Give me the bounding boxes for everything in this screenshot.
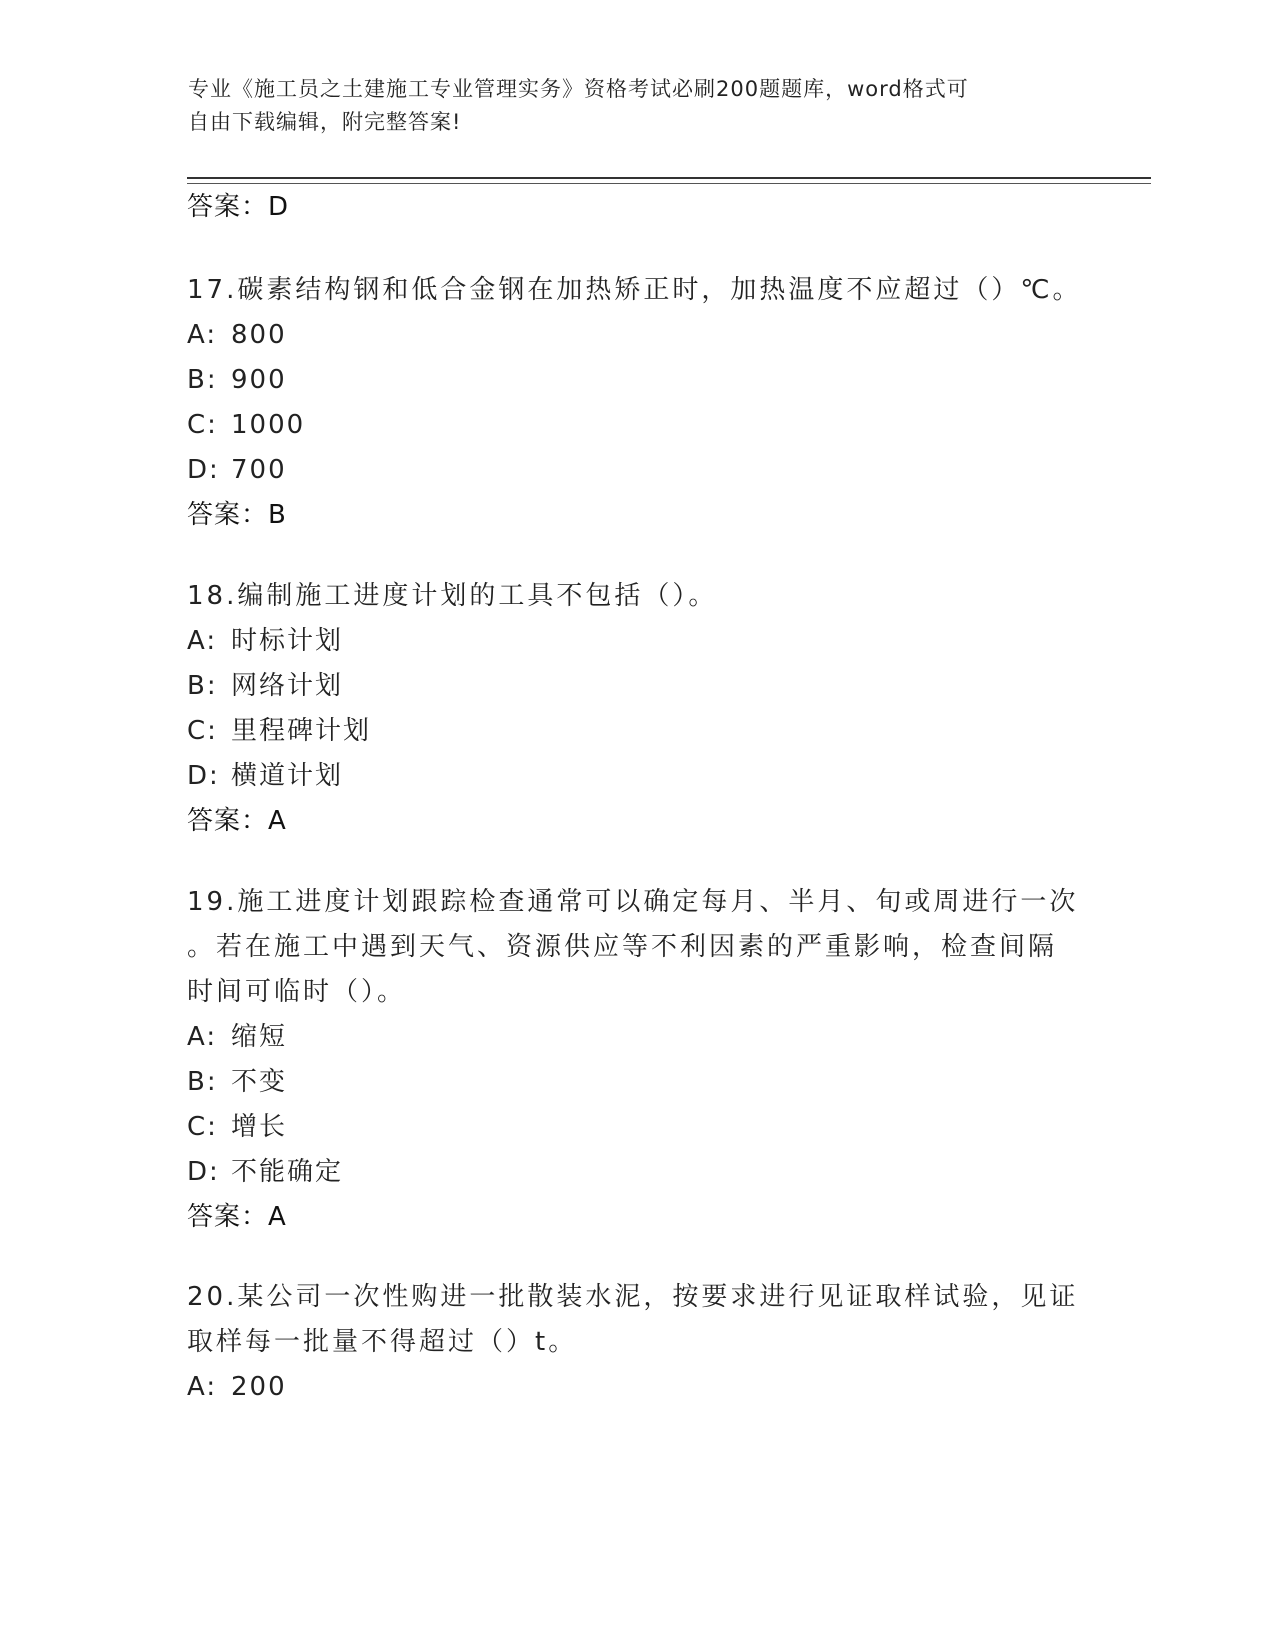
header-divider-thin [187,183,1151,184]
question-stem-line-2: 。若在施工中遇到天气、资源供应等不利因素的严重影响，检查间隔 [187,932,1058,962]
answer-label: 答案：A [187,806,287,836]
question-19 [187,880,1087,1240]
option-text: 1000 [231,410,306,440]
answer-label: 答案：A [187,1202,287,1232]
option-c [187,1105,1087,1150]
option-key: B: [187,671,218,701]
option-key: D: [187,455,220,485]
option-text: 网络计划 [231,671,344,701]
option-a [187,619,1087,664]
option-text: 800 [231,320,287,350]
header-line-2: 自由下载编辑，附完整答案! [188,110,462,134]
option-key: C: [187,410,218,440]
option-text: 时标计划 [231,626,344,656]
option-key: A: [187,1372,218,1402]
option-key: C: [187,716,218,746]
question-stem-line-3: 时间可临时（）。 [187,977,407,1007]
question-stem: 17.碳素结构钢和低合金钢在加热矫正时，加热温度不应超过（）℃。 [187,275,1082,305]
option-text: 不能确定 [231,1157,344,1187]
question-18 [187,574,1087,844]
option-key: D: [187,1157,220,1187]
option-b [187,1060,1087,1105]
option-text: 增长 [231,1112,288,1142]
question-20 [187,1275,1087,1410]
question-stem-line-1: 19.施工进度计划跟踪检查通常可以确定每月、半月、旬或周进行一次 [187,887,1079,917]
answer-label: 答案：B [187,500,287,530]
option-d [187,448,1087,493]
option-a [187,1015,1087,1060]
option-key: A: [187,626,218,656]
option-text: 不变 [231,1067,288,1097]
question-17 [187,268,1087,538]
question-stem-line-2: 取样每一批量不得超过（）t。 [187,1327,578,1357]
header-line-1: 专业《施工员之土建施工专业管理实务》资格考试必刷200题题库，word格式可 [188,77,969,101]
option-key: B: [187,1067,218,1097]
question-stem-line-1: 20.某公司一次性购进一批散装水泥，按要求进行见证取样试验，见证 [187,1282,1079,1312]
header-divider-thick [187,177,1151,179]
option-a [187,313,1087,358]
option-key: C: [187,1112,218,1142]
option-b [187,664,1087,709]
option-text: 200 [231,1372,287,1402]
option-text: 900 [231,365,287,395]
option-text: 横道计划 [231,761,344,791]
option-key: A: [187,1022,218,1052]
option-b [187,358,1087,403]
option-key: D: [187,761,220,791]
option-d [187,1150,1087,1195]
option-d [187,754,1087,799]
question-stem: 18.编制施工进度计划的工具不包括（）。 [187,581,718,611]
option-c [187,709,1087,754]
option-text: 里程碑计划 [231,716,372,746]
previous-question-answer: 答案：D [187,192,290,222]
option-text: 700 [231,455,287,485]
option-text: 缩短 [231,1022,288,1052]
option-key: A: [187,320,218,350]
option-key: B: [187,365,218,395]
option-c [187,403,1087,448]
option-a [187,1365,1087,1410]
document-header [188,73,1068,139]
